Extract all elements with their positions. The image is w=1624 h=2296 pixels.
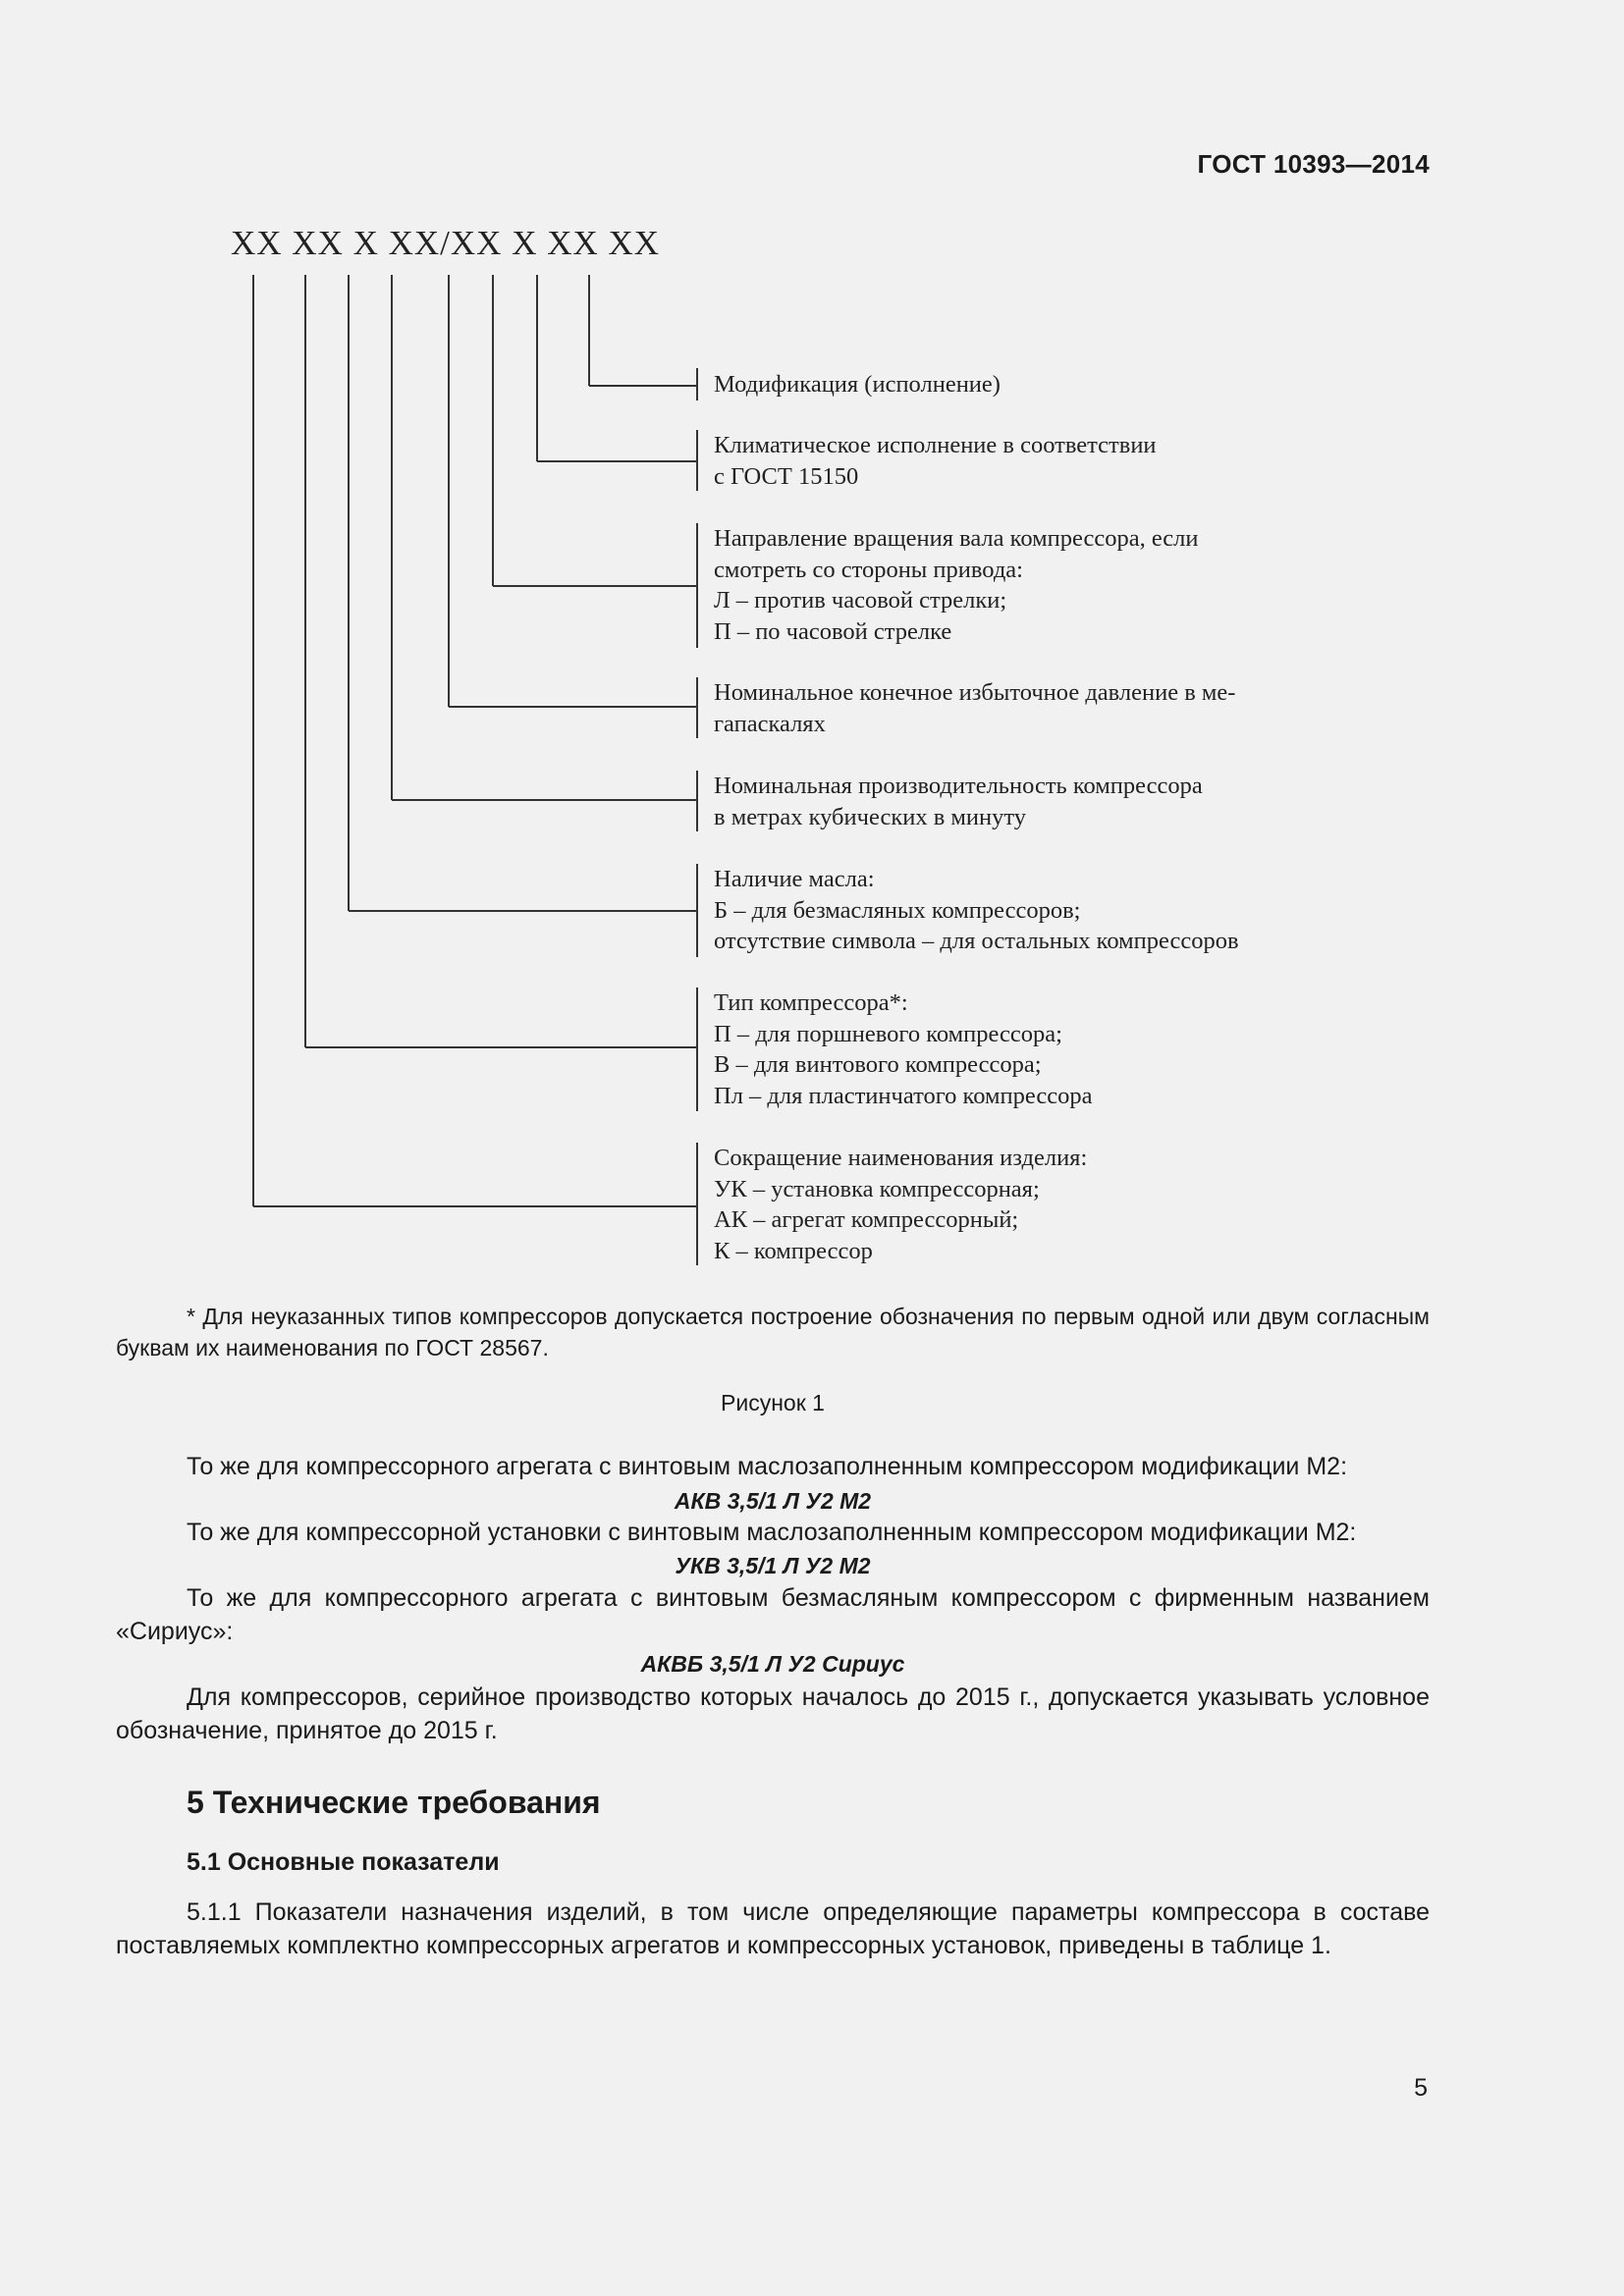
desc-line: Наличие масла: xyxy=(714,866,875,892)
desc-capacity xyxy=(714,771,1203,832)
example-designation: УКВ 3,5/1 Л У2 М2 xyxy=(675,1553,871,1578)
desc-line: отсутствие символа – для остальных компрессоров xyxy=(714,928,1239,954)
desc-line: смотреть со стороны привода: xyxy=(714,556,1023,583)
desc-line: в метрах кубических в минуту xyxy=(714,803,1027,830)
desc-line: АК – агрегат компрессорный; xyxy=(714,1206,1019,1233)
desc-line: К – компрессор xyxy=(714,1237,873,1264)
desc-line: Направление вращения вала компрессора, если xyxy=(714,525,1199,552)
desc-line: Сокращение наименования изделия: xyxy=(714,1145,1088,1171)
desc-line: Пл – для пластинчатого компрессора xyxy=(714,1082,1093,1109)
page-number: 5 xyxy=(1414,2074,1428,2102)
desc-climate xyxy=(714,430,1157,492)
document-header: ГОСТ 10393—2014 xyxy=(1197,149,1430,179)
subsection-heading: 5.1 Основные показатели xyxy=(187,1848,500,1876)
desc-line: П – для поршневого компрессора; xyxy=(714,1020,1062,1047)
paragraph: То же для компрессорного агрегата с винтовым безмасляным компрессором с фирменным названием «Сириус»: xyxy=(116,1584,1430,1645)
desc-oil xyxy=(714,864,1239,957)
paragraph: 5.1.1 Показатели назначения изделий, в том числе определяющие параметры компрессора в составе поставляемых комплектно компрессорных агрегатов и компрессорных установок, приведены в таблице 1. xyxy=(116,1898,1430,1959)
designation-code: ХХ ХХ Х ХХ/ХХ Х ХХ ХХ xyxy=(231,224,661,262)
desc-line: Л – против часовой стрелки; xyxy=(714,587,1007,614)
desc-line: Климатическое исполнение в соответствии xyxy=(714,432,1157,458)
desc-abbreviation xyxy=(714,1143,1087,1266)
section-heading: 5 Технические требования xyxy=(187,1785,601,1820)
desc-line: гапаскалях xyxy=(714,710,826,737)
paragraph: Для компрессоров, серийное производство которых началось до 2015 г., допускается указывать условное обозначение, принятое до 2015 г. xyxy=(116,1683,1430,1744)
desc-line: Тип компрессора*: xyxy=(714,989,908,1016)
example-designation: АКВБ 3,5/1 Л У2 Сириус xyxy=(640,1651,905,1677)
desc-line: Номинальная производительность компрессора xyxy=(714,773,1203,799)
desc-line: с ГОСТ 15150 xyxy=(714,462,859,490)
paragraph: То же для компрессорной установки с винтовым маслозаполненным компрессором модификации М2: xyxy=(187,1519,1357,1546)
paragraph: То же для компрессорного агрегата с винтовым маслозаполненным компрессором модификации М2: xyxy=(187,1453,1348,1480)
desc-pressure xyxy=(714,677,1235,739)
desc-line: УК – установка компрессорная; xyxy=(714,1175,1040,1202)
desc-line: В – для винтового компрессора; xyxy=(714,1051,1042,1078)
desc-line: Б – для безмасляных компрессоров; xyxy=(714,896,1081,924)
figure-footnote: * Для неуказанных типов компрессоров допускается построение обозначения по первым одной или двум согласным буквам их наименования по ГОСТ 28567. xyxy=(116,1304,1430,1361)
desc-line: Модификация (исполнение) xyxy=(714,371,1001,398)
desc-line: П – по часовой стрелке xyxy=(714,617,952,645)
desc-rotation xyxy=(714,523,1199,647)
example-designation: АКВ 3,5/1 Л У2 М2 xyxy=(674,1488,872,1514)
desc-line: Номинальное конечное избыточное давление в ме- xyxy=(714,679,1236,706)
desc-type xyxy=(714,988,1092,1111)
desc-modification xyxy=(714,369,1001,400)
figure-caption: Рисунок 1 xyxy=(721,1390,825,1415)
